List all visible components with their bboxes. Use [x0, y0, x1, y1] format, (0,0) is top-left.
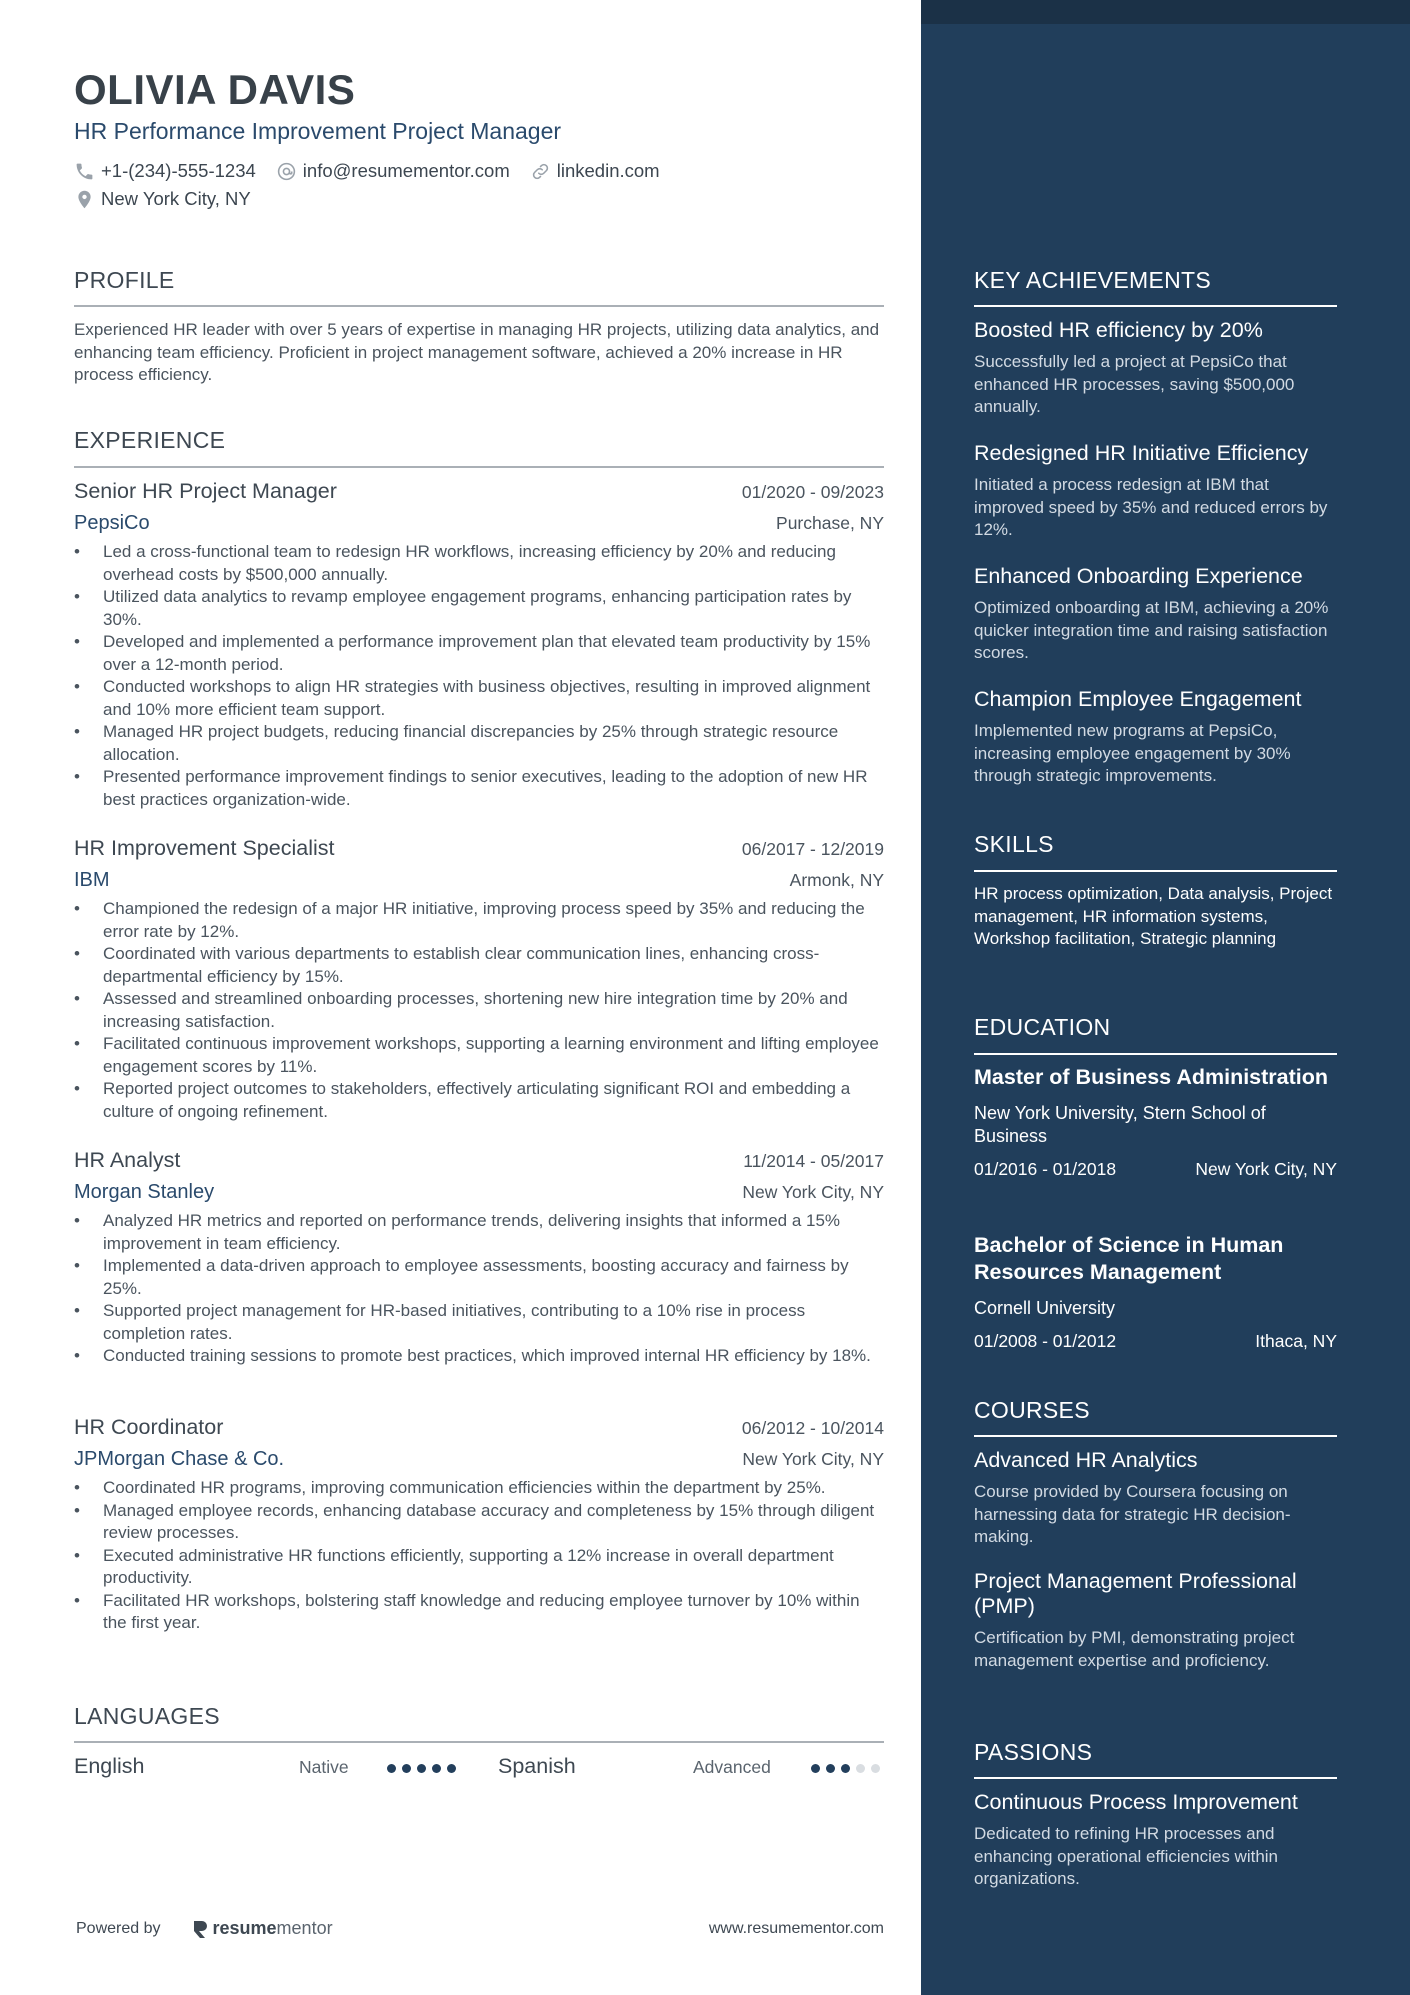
job-bullet: • Supported project management for HR-based initiatives, contributing to a 10% rise in process completion rates.: [74, 1300, 884, 1345]
education-location: Ithaca, NY: [1255, 1331, 1337, 1351]
language-level: Advanced: [693, 1757, 771, 1777]
course-item: [974, 1569, 1337, 1672]
at-icon: [276, 161, 297, 182]
achievements-heading: KEY ACHIEVEMENTS: [974, 267, 1212, 293]
languages-divider: [74, 1741, 884, 1743]
job-bullet: • Executed administrative HR functions efficiently, supporting a 12% increase in overall department productivity.: [74, 1545, 884, 1590]
job-bullet: • Facilitated HR workshops, bolstering staff knowledge and reducing employee turnover by 10% within the first year.: [74, 1590, 884, 1635]
job-dates: 06/2017 - 12/2019: [741, 839, 884, 859]
education-dates: 01/2008 - 01/2012: [974, 1331, 1117, 1351]
job-bullet: • Assessed and streamlined onboarding processes, shortening new hire integration time by 20% and increasing satisfaction.: [74, 988, 884, 1033]
job-location: New York City, NY: [742, 1449, 884, 1469]
job-company: JPMorgan Chase & Co.: [74, 1448, 285, 1470]
language-rating: [387, 1764, 462, 1773]
job-bullet: • Implemented a data-driven approach to employee assessments, boosting accuracy and fairness by 25%.: [74, 1255, 884, 1300]
contact-phone: [74, 160, 256, 182]
job-bullet: • Managed employee records, enhancing database accuracy and completeness by 15% through diligent review processes.: [74, 1500, 884, 1545]
courses-heading: COURSES: [974, 1397, 1090, 1423]
job-bullet: • Conducted training sessions to promote best practices, which improved internal HR efficiency by 18%.: [74, 1345, 884, 1368]
course-title: Project Management Professional (PMP): [974, 1569, 1297, 1618]
candidate-name: OLIVIA DAVIS: [74, 66, 356, 113]
skills-text: HR process optimization, Data analysis, Project management, HR information systems, Workshop facilitation, Strategic planning: [974, 884, 1333, 948]
job-bullet: • Reported project outcomes to stakeholders, effectively articulating significant ROI and embedding a culture of ongoing refinement.: [74, 1078, 884, 1123]
job-bullet: • Facilitated continuous improvement workshops, supporting a learning environment and lifting employee engagement scores by 11%.: [74, 1033, 884, 1078]
course-desc: Course provided by Coursera focusing on harnessing data for strategic HR decision-making.: [974, 1482, 1291, 1546]
language-rating: [811, 1764, 886, 1773]
achievement-desc: Initiated a process redesign at IBM that improved speed by 35% and reduced errors by 12%.: [974, 475, 1328, 539]
contact-linkedin[interactable]: [530, 160, 660, 182]
phone-text: +1-(234)-555-1234: [101, 160, 256, 181]
footer: [76, 1918, 884, 1939]
job-entry: [74, 479, 884, 811]
job-bullet: • Championed the redesign of a major HR initiative, improving process speed by 35% and reducing the error rate by 12%.: [74, 898, 884, 943]
language-name: English: [74, 1754, 145, 1778]
job-bullets: [74, 1477, 884, 1635]
job-location: New York City, NY: [742, 1182, 884, 1202]
job-bullets: [74, 1210, 884, 1368]
job-role: HR Improvement Specialist: [74, 836, 335, 860]
passions-divider: [974, 1777, 1337, 1779]
job-bullet: • Led a cross-functional team to redesign HR workflows, increasing efficiency by 20% and reducing overhead costs by $500,000 annually.: [74, 541, 884, 586]
job-dates: 01/2020 - 09/2023: [741, 482, 884, 502]
education-degree: Bachelor of Science in Human Resources Management: [974, 1233, 1284, 1284]
brand-light: mentor: [276, 1918, 333, 1938]
location-pin-icon: [74, 189, 95, 210]
education-dates: 01/2016 - 01/2018: [974, 1159, 1117, 1179]
job-bullets: [74, 898, 884, 1123]
languages-heading: LANGUAGES: [74, 1703, 220, 1729]
achievement-item: [974, 441, 1337, 542]
job-entry: [74, 1148, 884, 1368]
course-desc: Certification by PMI, demonstrating project management expertise and proficiency.: [974, 1628, 1295, 1670]
powered-by-label: Powered by: [76, 1919, 161, 1937]
job-location: Armonk, NY: [789, 870, 884, 890]
education-heading: EDUCATION: [974, 1014, 1111, 1040]
link-icon: [530, 161, 551, 182]
brand-logo[interactable]: [191, 1918, 333, 1939]
achievements-divider: [974, 305, 1337, 307]
job-bullet: • Analyzed HR metrics and reported on performance trends, delivering insights that informed a 15% improvement in team efficiency.: [74, 1210, 884, 1255]
achievement-desc: Implemented new programs at PepsiCo, increasing employee engagement by 30% through strategic improvements.: [974, 721, 1291, 785]
rating-dot-filled: [826, 1764, 835, 1773]
job-bullet: • Developed and implemented a performance improvement plan that elevated team productivity by 15% over a 12-month period.: [74, 631, 884, 676]
powered-by: [76, 1918, 333, 1939]
phone-icon: [74, 161, 95, 182]
course-item: [974, 1448, 1337, 1549]
achievement-item: [974, 687, 1337, 788]
job-entry: [74, 836, 884, 1123]
job-location: Purchase, NY: [776, 513, 884, 533]
location-text: New York City, NY: [101, 188, 251, 209]
achievement-item: [974, 318, 1337, 419]
education-divider: [974, 1053, 1337, 1055]
profile-heading: PROFILE: [74, 267, 175, 293]
job-entry: [74, 1415, 884, 1635]
job-bullet: • Managed HR project budgets, reducing financial discrepancies by 25% through strategic resource allocation.: [74, 721, 884, 766]
education-school: New York University, Stern School of Business: [974, 1103, 1266, 1146]
job-role: HR Analyst: [74, 1148, 181, 1172]
passion-title: Continuous Process Improvement: [974, 1790, 1298, 1814]
sidebar: [921, 0, 1410, 1995]
courses-divider: [974, 1435, 1337, 1437]
achievement-title: Enhanced Onboarding Experience: [974, 564, 1303, 588]
sidebar-topbar: [921, 0, 1410, 24]
contact-email[interactable]: [276, 160, 510, 182]
education-degree: Master of Business Administration: [974, 1065, 1329, 1089]
job-role: HR Coordinator: [74, 1415, 224, 1439]
rating-dot-filled: [841, 1764, 850, 1773]
contact-row-2: [74, 188, 271, 210]
passions-heading: PASSIONS: [974, 1739, 1093, 1765]
job-role: Senior HR Project Manager: [74, 479, 337, 503]
achievement-desc: Successfully led a project at PepsiCo that enhanced HR processes, saving $500,000 annually.: [974, 352, 1295, 416]
job-bullet: • Presented performance improvement findings to senior executives, leading to the adoption of new HR best practices organization-wide.: [74, 766, 884, 811]
skills-divider: [974, 870, 1337, 872]
rating-dot-filled: [811, 1764, 820, 1773]
course-title: Advanced HR Analytics: [974, 1448, 1198, 1472]
languages-list: [74, 1754, 884, 1784]
rating-dot-empty: [856, 1764, 865, 1773]
rating-dot-empty: [871, 1764, 880, 1773]
job-dates: 06/2012 - 10/2014: [741, 1418, 884, 1438]
rating-dot-filled: [417, 1764, 426, 1773]
footer-website[interactable]: www.resumementor.com: [708, 1919, 884, 1937]
profile-divider: [74, 305, 884, 307]
experience-heading: EXPERIENCE: [74, 427, 226, 453]
linkedin-link[interactable]: linkedin.com: [556, 160, 660, 181]
rating-dot-filled: [432, 1764, 441, 1773]
job-bullet: • Coordinated with various departments to establish clear communication lines, enhancing cross-departmental efficiency by 15%.: [74, 943, 884, 988]
job-company: IBM: [74, 869, 110, 891]
education-item: [974, 1064, 1337, 1180]
job-bullet: • Coordinated HR programs, improving communication efficiencies within the department by 25%.: [74, 1477, 884, 1500]
language-level: Native: [299, 1757, 349, 1777]
email-link[interactable]: info@resumementor.com: [302, 160, 510, 181]
language-name: Spanish: [498, 1754, 576, 1778]
education-item: [974, 1232, 1337, 1352]
job-dates: 11/2014 - 05/2017: [743, 1151, 884, 1171]
rating-dot-filled: [402, 1764, 411, 1773]
candidate-title: HR Performance Improvement Project Manager: [74, 118, 562, 144]
rating-dot-filled: [387, 1764, 396, 1773]
education-location: New York City, NY: [1195, 1159, 1337, 1179]
job-bullet: • Conducted workshops to align HR strategies with business objectives, resulting in improved alignment and 10% more efficient team support.: [74, 676, 884, 721]
passion-item: [974, 1790, 1337, 1891]
education-school: Cornell University: [974, 1298, 1116, 1318]
profile-text: Experienced HR leader with over 5 years of expertise in managing HR projects, utilizing data analytics, and enhancing team efficiency. Proficient in project management software, achieved a 20% increase in HR process efficiency.: [74, 320, 880, 384]
contact-row: [74, 160, 680, 182]
passion-desc: Dedicated to refining HR processes and enhancing operational efficiencies within organizations.: [974, 1824, 1278, 1888]
resumementor-logo-icon: [191, 1919, 209, 1939]
experience-divider: [74, 466, 884, 468]
job-company: Morgan Stanley: [74, 1181, 215, 1203]
job-bullet: • Utilized data analytics to revamp employee engagement programs, enhancing participation rates by 30%.: [74, 586, 884, 631]
achievement-title: Boosted HR efficiency by 20%: [974, 318, 1263, 342]
rating-dot-filled: [447, 1764, 456, 1773]
job-company: PepsiCo: [74, 512, 150, 534]
achievement-title: Redesigned HR Initiative Efficiency: [974, 441, 1309, 465]
job-bullets: [74, 541, 884, 811]
achievement-desc: Optimized onboarding at IBM, achieving a 20% quicker integration time and raising satisfaction scores.: [974, 598, 1329, 662]
skills-heading: SKILLS: [974, 831, 1054, 857]
brand-bold: resume: [212, 1918, 277, 1938]
achievement-title: Champion Employee Engagement: [974, 687, 1302, 711]
contact-location: [74, 188, 251, 210]
achievement-item: [974, 564, 1337, 665]
